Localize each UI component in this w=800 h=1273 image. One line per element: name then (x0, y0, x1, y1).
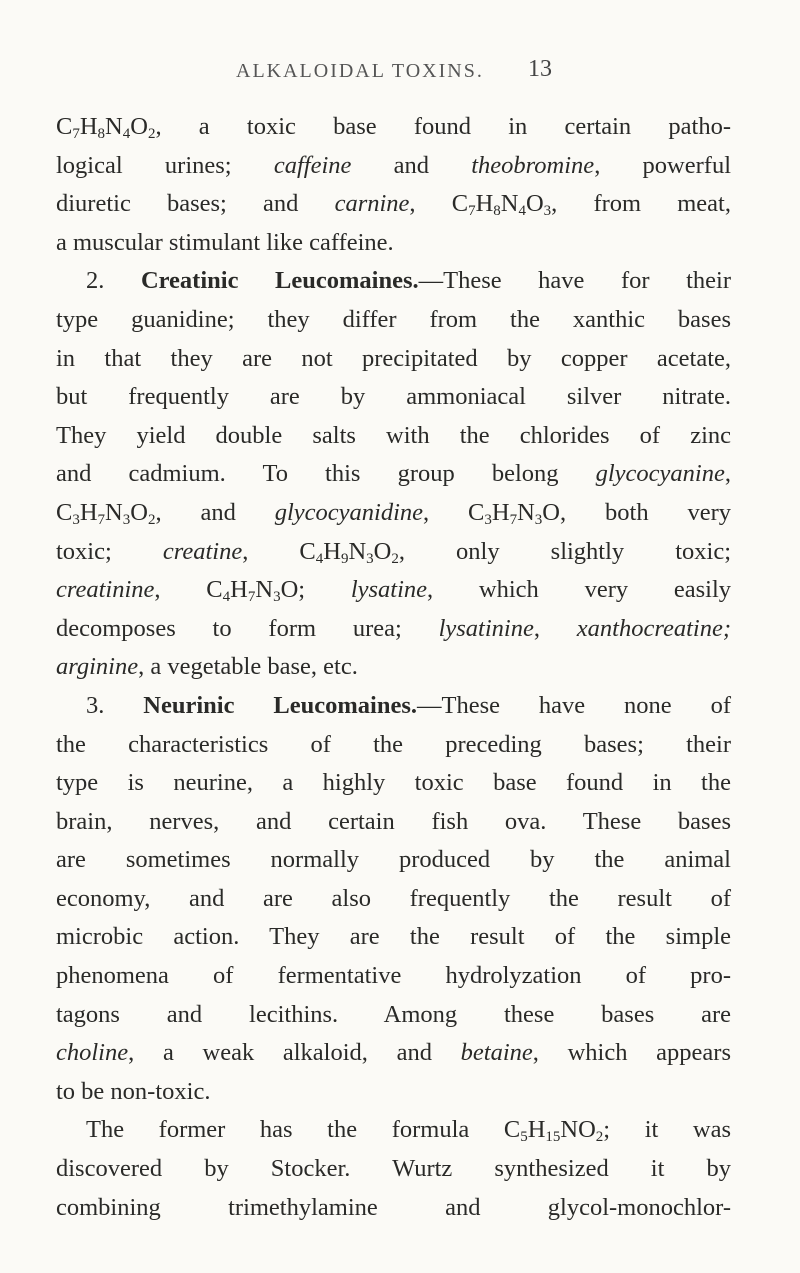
text-run: —These have none of (416, 691, 732, 719)
text-line (56, 417, 731, 456)
subscript: 4 (122, 126, 131, 142)
text-run: , C (423, 498, 485, 526)
text-run: , only slightly toxic; (398, 537, 732, 565)
text-run: , which very easily (427, 576, 732, 604)
text-line (56, 841, 731, 880)
text-line (56, 957, 731, 996)
text-line (56, 1073, 731, 1112)
text-run: The former has the formula C (86, 1116, 521, 1144)
italic-term: carnine (334, 190, 410, 218)
italic-term: xanthocreatine; (576, 614, 731, 642)
text-line (56, 880, 731, 919)
subscript: 2 (595, 1129, 604, 1146)
text-run: H (527, 1116, 546, 1144)
page-header (0, 56, 800, 88)
text-run: phenomena of fermentative hydrolyzation of pro- (56, 962, 731, 990)
text-run: O (373, 537, 392, 565)
text-run: O, both very (542, 498, 731, 526)
text-run: and (351, 151, 472, 179)
text-run: toxic; (56, 537, 163, 565)
text-run: H (475, 190, 494, 218)
text-line (56, 378, 731, 417)
text-line (56, 224, 731, 263)
running-title: ALKALOIDAL TOXINS. (236, 60, 484, 82)
text-run: N (255, 576, 274, 604)
text-run: but frequently are by ammoniacal silver nitrate. (56, 383, 731, 411)
text-run: , (724, 460, 731, 488)
page-number: 13 (528, 56, 552, 82)
text-run: , from meat, (551, 190, 731, 218)
text-line (56, 1111, 731, 1150)
text-run: , C (242, 537, 316, 565)
subscript: 8 (97, 126, 106, 142)
text-line (56, 610, 731, 649)
body-text (56, 108, 731, 1227)
subscript: 3 (534, 511, 543, 528)
text-run: NO (560, 1116, 596, 1144)
text-line (56, 262, 731, 301)
text-run: microbic action. They are the result of the simple (56, 923, 731, 951)
subscript: 7 (247, 589, 256, 606)
text-run: 3. (86, 691, 144, 719)
text-line (56, 494, 731, 533)
text-run: H (79, 498, 98, 526)
subscript: 7 (72, 126, 80, 142)
text-run: , and (155, 498, 275, 526)
text-run: diuretic bases; and (56, 190, 335, 218)
text-run: combining trimethylamine and glycol-monochlor- (56, 1193, 731, 1221)
text-line (56, 1150, 731, 1189)
text-run: , which appears (532, 1039, 731, 1067)
subscript: 3 (122, 511, 131, 528)
text-run: , (533, 614, 577, 642)
text-run: brain, nerves, and certain fish ova. These bases (56, 807, 731, 835)
italic-term: lysatine (350, 576, 428, 604)
italic-term: caffeine (273, 151, 352, 179)
text-line (56, 147, 731, 186)
text-run: O (130, 498, 148, 526)
section-heading: Creatinic Leucomaines. (140, 267, 419, 295)
text-run: N (348, 537, 367, 565)
text-run: economy, and are also frequently the result of (56, 884, 731, 912)
text-line (56, 185, 731, 224)
italic-term: creatine (162, 537, 243, 565)
text-run: N (105, 113, 123, 140)
text-run: the characteristics of the preceding bases; their (56, 730, 731, 758)
subscript: 3 (72, 511, 80, 528)
italic-term: lysatinine (438, 614, 534, 642)
italic-term: glycocyanine (595, 460, 725, 488)
subscript: 3 (273, 589, 281, 606)
text-run: , a toxic base found in certain patho- (155, 113, 731, 140)
text-run: N (500, 190, 519, 218)
text-run: type is neurine, a highly toxic base found in the (56, 769, 731, 797)
text-run: type guanidine; they differ from the xanthic bases (56, 305, 731, 333)
subscript: 2 (391, 550, 399, 567)
text-run: H (230, 576, 248, 604)
text-run: , C (409, 190, 469, 218)
subscript: 4 (518, 203, 526, 220)
text-run: , a vegetable base, etc. (138, 653, 358, 681)
subscript: 7 (509, 511, 518, 528)
subscript: 3 (484, 511, 492, 528)
text-run: They yield double salts with the chlorides of zinc (56, 421, 731, 449)
subscript: 4 (222, 589, 231, 606)
text-line (56, 996, 731, 1035)
text-run: C (56, 498, 73, 526)
italic-term: theobromine (471, 151, 595, 179)
text-run: tagons and lecithins. Among these bases are (56, 1000, 731, 1028)
text-run: ; it was (603, 1116, 732, 1144)
subscript: 2 (147, 126, 156, 142)
italic-term: choline (56, 1039, 129, 1067)
text-run: O (130, 113, 148, 140)
subscript: 15 (545, 1129, 561, 1146)
text-run: are sometimes normally produced by the animal (56, 846, 731, 874)
text-line (56, 726, 731, 765)
text-line (56, 340, 731, 379)
text-run: H (491, 498, 510, 526)
text-line (56, 918, 731, 957)
text-line (56, 1034, 731, 1073)
text-run: decomposes to form urea; (56, 614, 439, 642)
subscript: 3 (543, 203, 552, 220)
text-run: and cadmium. To this group belong (56, 460, 596, 488)
text-run: N (517, 498, 535, 526)
subscript: 4 (315, 550, 324, 567)
text-run: H (323, 537, 341, 565)
text-run: N (105, 498, 123, 526)
subscript: 5 (520, 1129, 528, 1146)
section-heading: Neurinic Leucomaines. (143, 691, 417, 719)
subscript: 7 (97, 511, 106, 528)
text-run: discovered by Stocker. Wurtz synthesized it by (56, 1155, 731, 1183)
italic-term: creatinine (56, 576, 155, 604)
text-run: C (56, 113, 73, 140)
text-line (56, 108, 731, 147)
text-run: —These have for their (418, 267, 731, 295)
text-run: , powerful (594, 151, 731, 179)
subscript: 2 (147, 511, 156, 528)
italic-term: glycocyanidine (274, 498, 424, 526)
text-run: , C (154, 576, 223, 604)
text-line (56, 648, 731, 687)
text-line (56, 455, 731, 494)
subscript: 3 (366, 550, 374, 567)
text-line (56, 571, 731, 610)
text-run: H (79, 113, 98, 140)
text-line (56, 687, 731, 726)
text-line (56, 803, 731, 842)
text-run: O; (280, 576, 351, 604)
italic-term: arginine (56, 653, 139, 681)
text-run: in that they are not precipitated by copper acetate, (56, 344, 731, 372)
text-line (56, 1189, 731, 1228)
subscript: 8 (493, 203, 501, 220)
text-run: to be non-toxic. (56, 1077, 211, 1105)
subscript: 7 (468, 203, 476, 220)
text-line (56, 764, 731, 803)
text-line (56, 533, 731, 572)
subscript: 9 (340, 550, 349, 567)
text-run: , a weak alkaloid, and (128, 1039, 461, 1067)
text-run: a muscular stimulant like caffeine. (56, 228, 394, 256)
text-run: 2. (86, 267, 141, 295)
italic-term: betaine (460, 1039, 533, 1067)
text-line (56, 301, 731, 340)
text-run: O (525, 190, 544, 218)
text-run: logical urines; (56, 151, 274, 179)
